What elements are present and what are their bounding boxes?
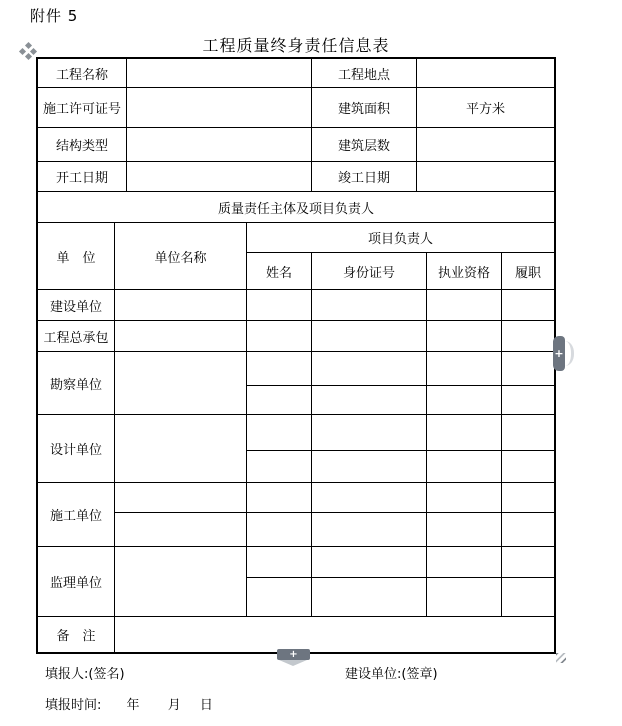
- move-arrow-down-icon: [25, 53, 32, 60]
- cell-owner-duty[interactable]: [502, 290, 554, 321]
- remark-label: 备 注: [38, 617, 115, 652]
- project-info-grid: [38, 59, 554, 192]
- cell-builder-name-2[interactable]: [247, 513, 312, 547]
- unit-label-builder: 施工单位: [38, 483, 115, 547]
- year-label: 年: [126, 698, 140, 713]
- cell-builder-id-1[interactable]: [312, 483, 427, 513]
- right-handle-arc: [565, 341, 574, 366]
- cell-builder-duty-2[interactable]: [502, 513, 554, 547]
- cell-contractor-name[interactable]: [247, 321, 312, 352]
- fill-time-label: 填报时间:: [45, 698, 102, 713]
- cell-supervision-name-2[interactable]: [247, 578, 312, 617]
- cell-supervision-qualification-1[interactable]: [427, 547, 502, 578]
- cell-survey-qualification-1[interactable]: [427, 352, 502, 386]
- move-arrow-right-icon: [30, 48, 37, 55]
- cell-design-name-2[interactable]: [247, 451, 312, 483]
- cell-survey-duty-1[interactable]: [502, 352, 554, 386]
- cell-design-duty-1[interactable]: [502, 415, 554, 451]
- cell-supervision-id-1[interactable]: [312, 547, 427, 578]
- cell-contractor-id[interactable]: [312, 321, 427, 352]
- id-number-column-header: 身份证号: [312, 253, 427, 290]
- cell-builder-id-2[interactable]: [312, 513, 427, 547]
- cell-design-id-2[interactable]: [312, 451, 427, 483]
- cell-owner-qualification[interactable]: [427, 290, 502, 321]
- cell-supervision-duty-1[interactable]: [502, 547, 554, 578]
- unit-column-header: 单 位: [38, 223, 115, 290]
- cell-design-qualification-1[interactable]: [427, 415, 502, 451]
- project-location-label: 工程地点: [312, 59, 417, 88]
- cell-builder-duty-1[interactable]: [502, 483, 554, 513]
- building-floors-label: 建筑层数: [312, 128, 417, 162]
- cell-supervision-name-1[interactable]: [247, 547, 312, 578]
- cell-contractor-unit-name[interactable]: [115, 321, 247, 352]
- completion-date-label: 竣工日期: [312, 162, 417, 192]
- cell-builder-qualification-2[interactable]: [427, 513, 502, 547]
- day-label: 日: [199, 698, 213, 713]
- cell-design-duty-2[interactable]: [502, 451, 554, 483]
- responsibility-grid: [38, 223, 554, 652]
- structure-type-label: 结构类型: [38, 128, 127, 162]
- cell-owner-id[interactable]: [312, 290, 427, 321]
- cell-builder-qualification-1[interactable]: [427, 483, 502, 513]
- fill-time-line: [45, 694, 213, 713]
- project-name-label: 工程名称: [38, 59, 127, 88]
- move-arrow-up-icon: [25, 42, 32, 49]
- chevron-down-icon: [279, 660, 307, 666]
- cell-supervision-unit-name[interactable]: [115, 547, 247, 617]
- name-column-header: 姓名: [247, 253, 312, 290]
- start-date-value[interactable]: [127, 162, 312, 192]
- cell-survey-qualification-2[interactable]: [427, 386, 502, 415]
- cell-survey-id-1[interactable]: [312, 352, 427, 386]
- permit-number-value[interactable]: [127, 88, 312, 128]
- cell-supervision-qualification-2[interactable]: [427, 578, 502, 617]
- right-expand-handle[interactable]: [553, 336, 565, 371]
- cell-builder-name-1[interactable]: [247, 483, 312, 513]
- cell-contractor-qualification[interactable]: [427, 321, 502, 352]
- permit-number-label: 施工许可证号: [38, 88, 127, 128]
- building-area-label: 建筑面积: [312, 88, 417, 128]
- unit-label-general-contractor: 工程总承包: [38, 321, 115, 352]
- start-date-label: 开工日期: [38, 162, 127, 192]
- building-area-value[interactable]: 平方米: [417, 88, 554, 128]
- structure-type-value[interactable]: [127, 128, 312, 162]
- plus-icon: +: [289, 648, 298, 660]
- cell-design-id-1[interactable]: [312, 415, 427, 451]
- page-title: 工程质量终身责任信息表: [202, 36, 390, 55]
- unit-name-column-header: 单位名称: [115, 223, 247, 290]
- duty-column-header: 履职: [502, 253, 554, 290]
- cell-supervision-id-2[interactable]: [312, 578, 427, 617]
- move-arrow-left-icon: [19, 48, 26, 55]
- cell-design-qualification-2[interactable]: [427, 451, 502, 483]
- cell-survey-unit-name[interactable]: [115, 352, 247, 415]
- building-floors-value[interactable]: [417, 128, 554, 162]
- cell-owner-name[interactable]: [247, 290, 312, 321]
- remark-value[interactable]: [115, 617, 554, 652]
- cell-survey-duty-2[interactable]: [502, 386, 554, 415]
- bottom-expand-handle[interactable]: [277, 649, 310, 660]
- unit-label-construction-owner: 建设单位: [38, 290, 115, 321]
- responsibility-info-table: [36, 57, 556, 654]
- cell-survey-name-1[interactable]: [247, 352, 312, 386]
- builder-seal-label: 建设单位:(签章): [345, 667, 438, 682]
- unit-label-survey: 勘察单位: [38, 352, 115, 415]
- cell-design-name-1[interactable]: [247, 415, 312, 451]
- cell-design-unit-name[interactable]: [115, 415, 247, 483]
- plus-icon: +: [554, 347, 564, 360]
- project-location-value[interactable]: [417, 59, 554, 88]
- cell-survey-id-2[interactable]: [312, 386, 427, 415]
- qualification-column-header: 执业资格: [427, 253, 502, 290]
- project-leader-group-header: 项目负责人: [247, 223, 554, 253]
- table-move-handle-icon[interactable]: [20, 43, 37, 60]
- attachment-label: 附件 5: [30, 7, 79, 25]
- completion-date-value[interactable]: [417, 162, 554, 192]
- cell-supervision-duty-2[interactable]: [502, 578, 554, 617]
- cell-survey-name-2[interactable]: [247, 386, 312, 415]
- unit-label-supervision: 监理单位: [38, 547, 115, 617]
- cell-builder-unit-name-2[interactable]: [115, 513, 247, 547]
- month-label: 月: [167, 698, 181, 713]
- cell-owner-unit-name[interactable]: [115, 290, 247, 321]
- project-name-value[interactable]: [127, 59, 312, 88]
- table-resize-grip-icon[interactable]: [556, 653, 566, 663]
- unit-label-design: 设计单位: [38, 415, 115, 483]
- cell-contractor-duty[interactable]: [502, 321, 554, 352]
- filler-signature-label: 填报人:(签名): [45, 667, 125, 682]
- section-header: 质量责任主体及项目负责人: [38, 192, 554, 223]
- cell-builder-unit-name-1[interactable]: [115, 483, 247, 513]
